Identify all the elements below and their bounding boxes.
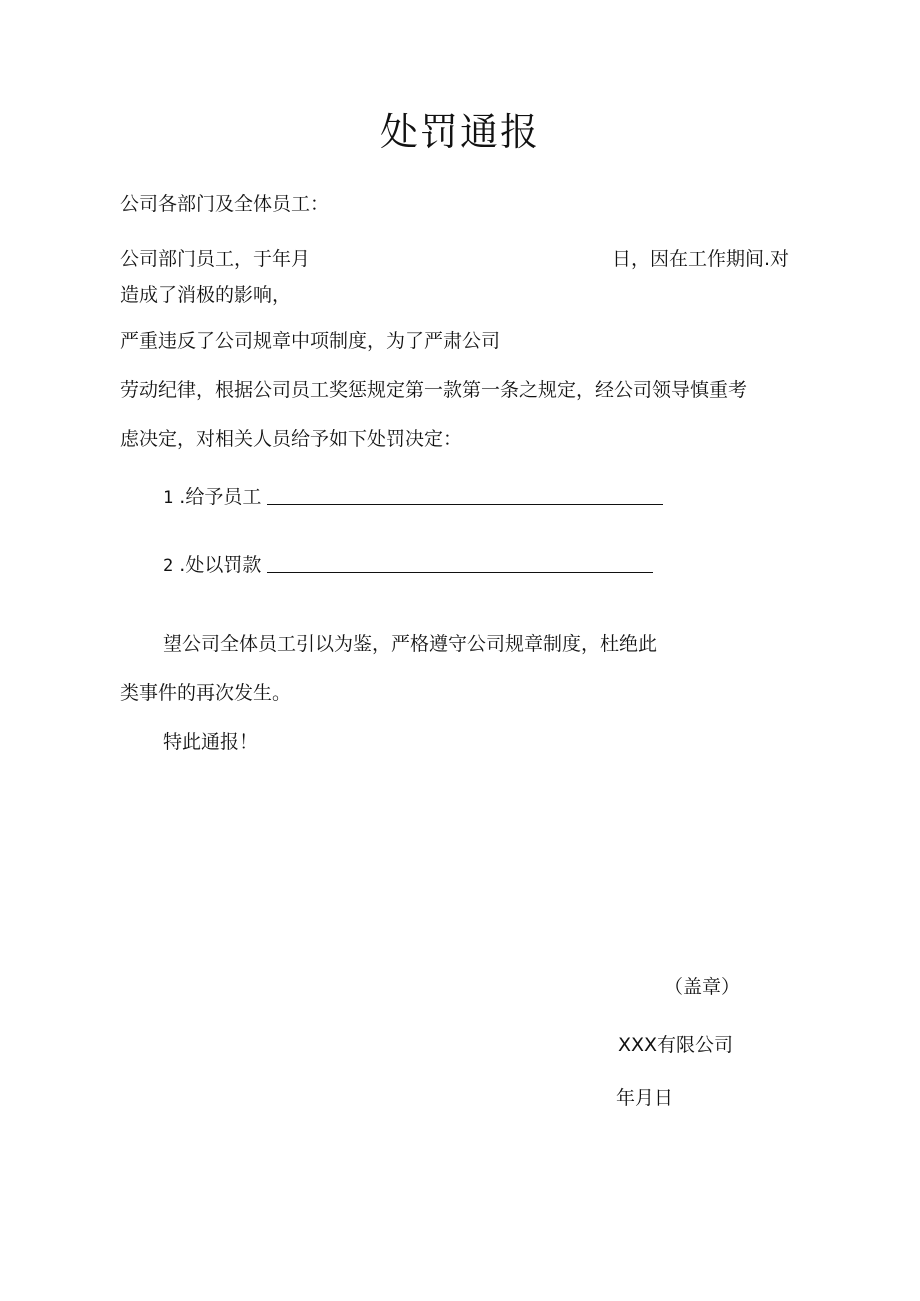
salutation: 公司各部门及全体员工： — [120, 193, 330, 215]
item-label: .给予员工 — [179, 486, 262, 508]
item-label: .处以罚款 — [179, 554, 262, 576]
item-number: 1 — [163, 488, 174, 508]
fill-in-blank-fine — [267, 552, 653, 573]
seal-label: （盖章） — [664, 976, 741, 998]
closing-line-1: 望公司全体员工引以为鉴，严格遵守公司规章制度，杜绝此 — [163, 633, 658, 655]
closing-line-3: 特此通报！ — [163, 731, 259, 753]
penalty-item-2 — [163, 552, 653, 578]
penalty-item-1 — [163, 484, 663, 510]
body-line-2: 造成了消极的影响， — [120, 284, 292, 306]
closing-line-2: 类事件的再次发生。 — [120, 682, 292, 704]
signature-date: 年月日 — [616, 1087, 674, 1109]
body-line-4: 劳动纪律，根据公司员工奖惩规定第一款第一条之规定，经公司领导慎重考 — [120, 379, 748, 401]
fill-in-blank-employee — [267, 484, 663, 505]
body-line-1-end: 日，因在工作期间.对 — [612, 248, 790, 270]
body-line-5: 虑决定，对相关人员给予如下处罚决定： — [120, 428, 463, 450]
company-name: XXX有限公司 — [618, 1034, 734, 1056]
document-title: 处罚通报 — [379, 110, 540, 154]
body-line-3: 严重违反了公司规章中项制度，为了严肃公司 — [120, 330, 501, 352]
body-line-1-start: 公司部门员工，于年月 — [120, 248, 311, 270]
item-number: 2 — [163, 556, 174, 576]
